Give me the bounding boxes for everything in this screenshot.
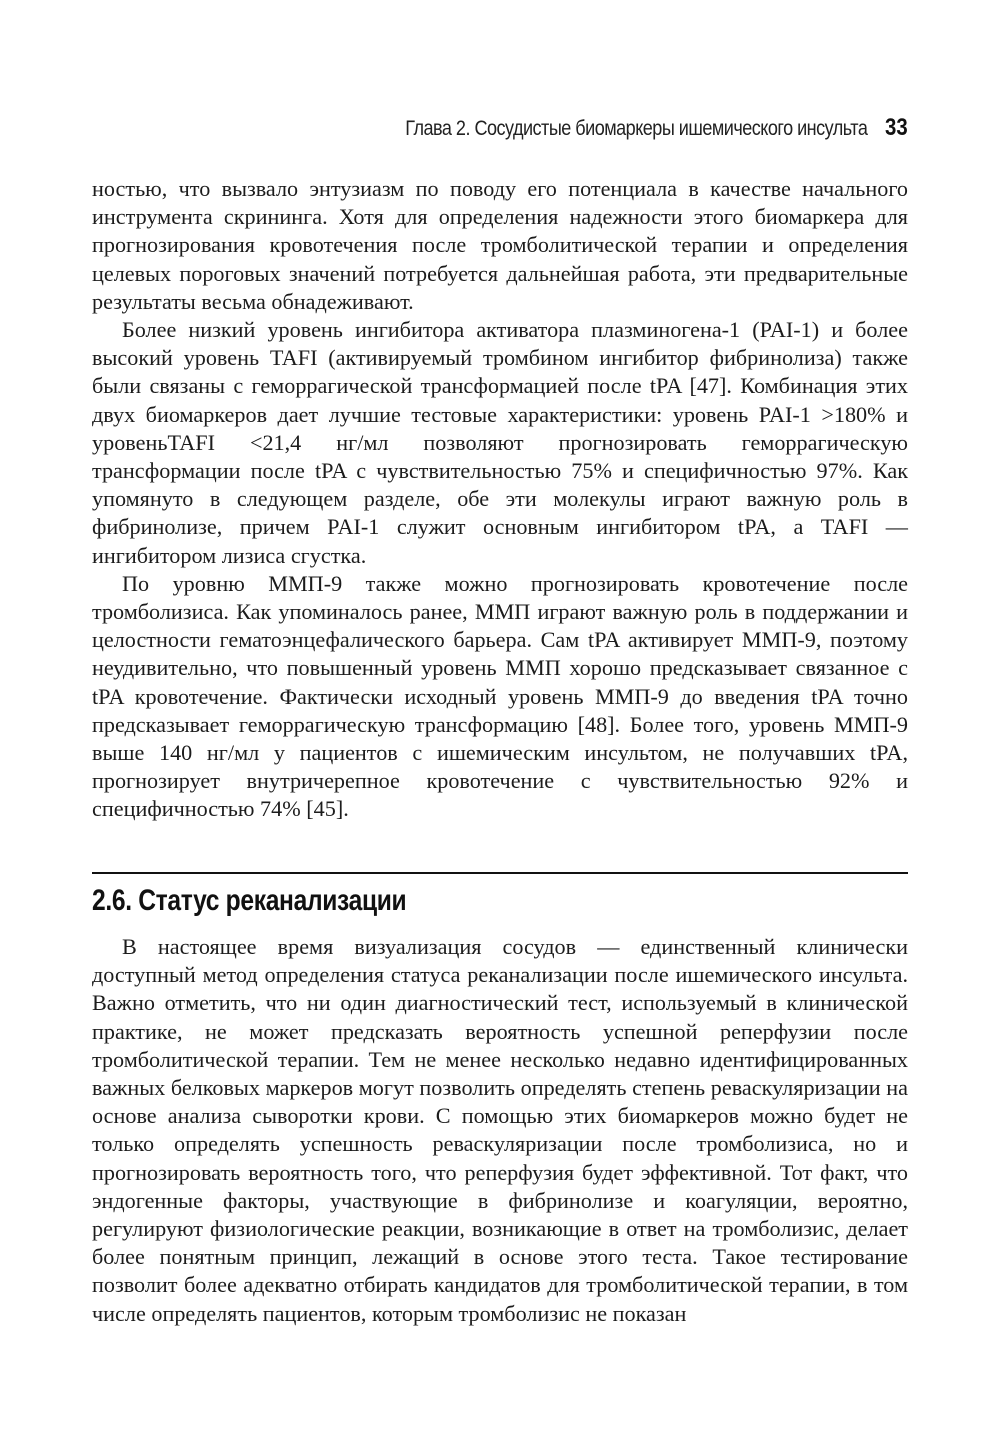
running-title: Глава 2. Сосудистые биомаркеры ишемического инсульта bbox=[405, 117, 868, 140]
running-header bbox=[92, 114, 908, 150]
section-heading: 2.6. Статус реканализации bbox=[92, 884, 407, 917]
body-text-section bbox=[92, 933, 908, 1328]
paragraph-pai1-tafi: Более низкий уровень ингибитора активатора плазминогена-1 (PAI-1) и более высокий уровень TAFI (активируемый тромбином ингибитор фибринолиза) также были связаны с геморрагической трансформацией после tPA [47]. Комбинация этих двух биомаркеров дает лучшие тестовые характеристики: уровень PAI-1 >180% и уровеньTAFI <21,4 нг/мл позволяют прогнозировать геморрагическую трансформации после tPA с чувствительностью 75% и специфичностью 97%. Как упомянуто в следующем разделе, обе эти молекулы играют важную роль в фибринолизе, причем PAI-1 служит основным ингибитором tPA, а TAFI — ингибитором лизиса сгустка. bbox=[92, 317, 908, 568]
page-number: 33 bbox=[885, 114, 908, 141]
body-text-top bbox=[92, 175, 908, 824]
paragraph-mmp9: По уровню ММП-9 также можно прогнозировать кровотечение после тромболизиса. Как упоминалось ранее, ММП играют важную роль в поддержании и целостности гематоэнцефалического барьера. Сам tPA активирует ММП-9, поэтому неудивительно, что повышенный уровень ММП хорошо предсказывает связанное с tPA кровотечение. Фактически исходный уровень ММП-9 до введения tPA точно предсказывает геморрагическую трансформацию [48]. Более того, уровень ММП-9 выше 140 нг/мл у пациентов с ишемическим инсультом, не получавших tPA, прогнозирует внутричерепное кровотечение с чувствительностью 92% и специфичностью 74% [45]. bbox=[92, 570, 908, 822]
paragraph-recanalization: В настоящее время визуализация сосудов — единственный клинически доступный метод определения статуса реканализации после ишемического инсульта. Важно отметить, что ни один диагностический тест, используемый в клинической практике, не может предсказать вероятность успешной реперфузии после тромболитической терапии. Тем не менее несколько недавно идентифицированных важных белковых маркеров могут позволить определять степень реваскуляризации на основе анализа сыворотки крови. С помощью этих биомаркеров можно будет не только определять успешность реваскуляризации после тромболизиса, но и прогнозировать вероятность того, что реперфузия будет эффективной. Тот факт, что эндогенные факторы, участвующие в фибринолизе и коагуляции, вероятно, регулируют физиологические реакции, возникающие в ответ на тромболизис, делает более понятным принцип, лежащий в основе этого теста. Такое тестирование позволит более адекватно отбирать кандидатов для тромболитической терапии, в том числе определять пациентов, которым тромболизис не показан bbox=[92, 934, 908, 1326]
section-divider bbox=[92, 872, 908, 874]
paragraph-continuation: ностью, что вызвало энтузиазм по поводу его потенциала в качестве начального инструмента скрининга. Хотя для определения надежности этого биомаркера для прогнозирования кровотечения после тромболитической терапии и определения целевых пороговых значений потребуется дальнейшая работа, эти предварительные результаты весьма обнадеживают. bbox=[92, 176, 908, 314]
